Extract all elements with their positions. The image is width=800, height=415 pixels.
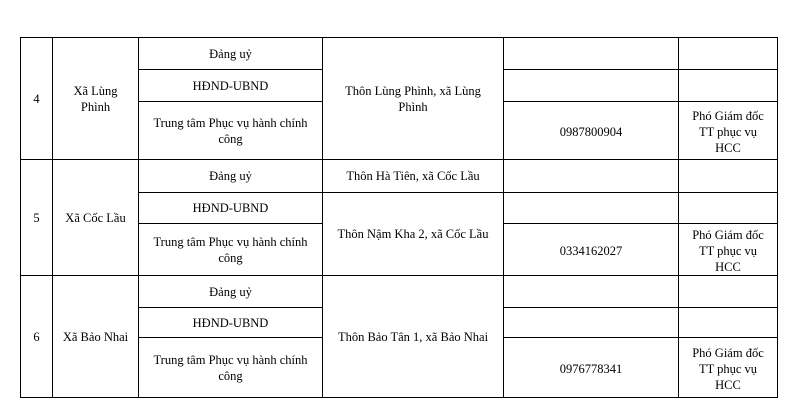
unit-cell: Trung tâm Phục vụ hành chính công (139, 338, 323, 398)
commune-cell: Xã Lùng Phình (53, 38, 139, 160)
unit-cell: Trung tâm Phục vụ hành chính công (139, 224, 323, 276)
role-cell: Phó Giám đốc TT phục vụ HCC (679, 102, 778, 160)
phone-cell-empty (504, 160, 679, 193)
unit-cell: HĐND-UBND (139, 308, 323, 338)
phone-cell: 0334162027 (504, 224, 679, 276)
role-cell-empty (679, 70, 778, 102)
address-cell: Thôn Hà Tiên, xã Cốc Lầu (323, 160, 504, 193)
address-cell: Thôn Bảo Tân 1, xã Bảo Nhai (323, 276, 504, 398)
role-cell: Phó Giám đốc TT phục vụ HCC (679, 338, 778, 398)
role-cell-empty (679, 160, 778, 193)
address-cell: Thôn Nậm Kha 2, xã Cốc Lầu (323, 193, 504, 276)
unit-cell: Đảng uỷ (139, 276, 323, 308)
address-cell: Thôn Lùng Phình, xã Lùng Phình (323, 38, 504, 160)
phone-cell-empty (504, 38, 679, 70)
role-cell-empty (679, 38, 778, 70)
phone-cell-empty (504, 70, 679, 102)
row-number-cell: 4 (21, 38, 53, 160)
contact-table (20, 37, 778, 398)
phone-cell: 0976778341 (504, 338, 679, 398)
phone-cell-empty (504, 308, 679, 338)
phone-cell-empty (504, 193, 679, 224)
unit-cell: HĐND-UBND (139, 70, 323, 102)
commune-cell: Xã Bảo Nhai (53, 276, 139, 398)
row-number-cell: 5 (21, 160, 53, 276)
phone-cell: 0987800904 (504, 102, 679, 160)
role-cell-empty (679, 308, 778, 338)
table-row (21, 276, 778, 308)
role-cell-empty (679, 276, 778, 308)
unit-cell: HĐND-UBND (139, 193, 323, 224)
commune-cell: Xã Cốc Lầu (53, 160, 139, 276)
role-cell-empty (679, 193, 778, 224)
row-number-cell: 6 (21, 276, 53, 398)
role-cell: Phó Giám đốc TT phục vụ HCC (679, 224, 778, 276)
table-row (21, 160, 778, 193)
unit-cell: Trung tâm Phục vụ hành chính công (139, 102, 323, 160)
phone-cell-empty (504, 276, 679, 308)
table-row (21, 38, 778, 70)
unit-cell: Đảng uỷ (139, 38, 323, 70)
unit-cell: Đảng uỷ (139, 160, 323, 193)
